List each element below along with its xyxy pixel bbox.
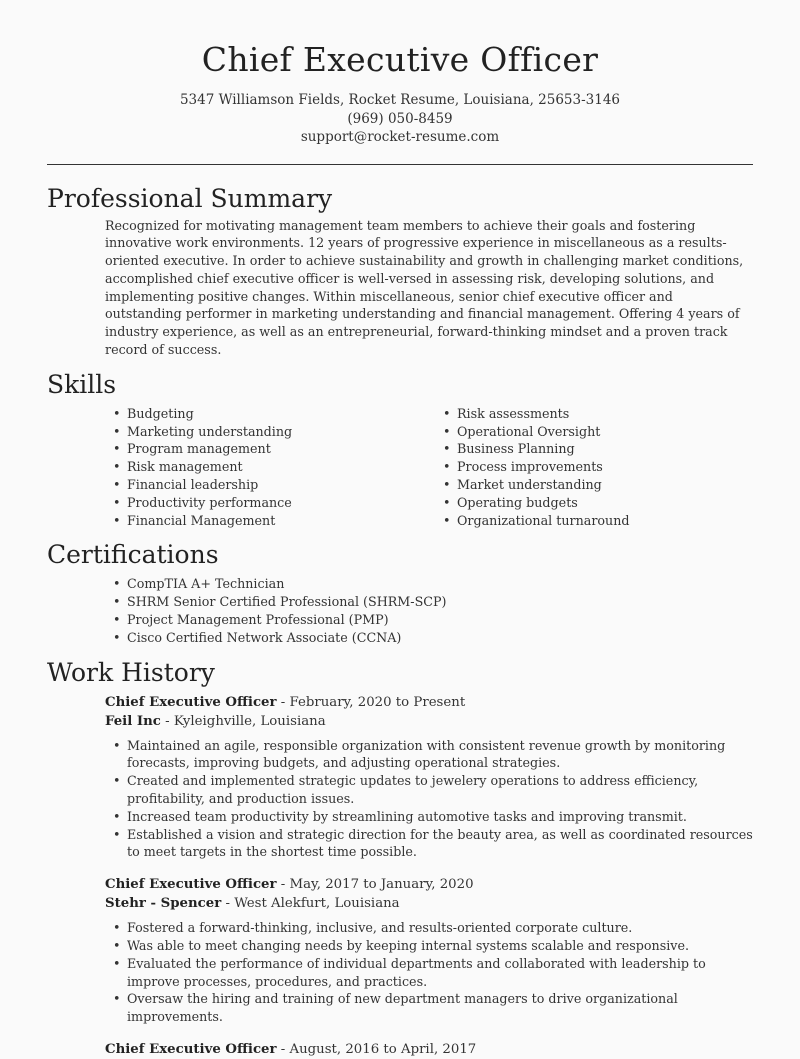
- summary-section: [47, 183, 753, 359]
- certifications-section: [47, 539, 753, 646]
- job-location: - West Alekfurt, Louisiana: [221, 896, 400, 912]
- job-dates: - May, 2017 to January, 2020: [276, 877, 474, 893]
- job-dates: - February, 2020 to Present: [276, 694, 466, 710]
- skill-item: • Financial leadership: [127, 476, 457, 494]
- job-dates: - August, 2016 to April, 2017: [276, 1042, 477, 1057]
- skill-item: • Organizational turnaround: [457, 512, 630, 530]
- job-location: - Kyleighville, Louisiana: [160, 713, 326, 729]
- job-header: [105, 693, 753, 712]
- job-company-line: [105, 712, 753, 731]
- job-title: Chief Executive Officer: [105, 877, 277, 893]
- job-bullet: • Established a vision and strategic direction for the beauty area, as well as coordinated resources to meet targets in the shortest time possible.: [127, 826, 753, 862]
- skill-item: • Productivity performance: [127, 494, 457, 512]
- job-company: Stehr - Spencer: [105, 896, 222, 912]
- skill-item: • Risk assessments: [457, 405, 630, 423]
- job-bullet: • Oversaw the hiring and training of new department managers to drive organizational improvements.: [127, 990, 753, 1026]
- work-history-heading: Work History: [47, 657, 215, 687]
- job-bullet: • Created and implemented strategic updates to jewelery operations to address efficiency, profitability, and production issues.: [127, 772, 753, 808]
- certification-item: • SHRM Senior Certified Professional (SHRM-SCP): [127, 593, 753, 611]
- header-divider: [47, 164, 753, 165]
- skill-item: • Risk management: [127, 458, 457, 476]
- job-entry: [105, 693, 753, 862]
- certification-item: • Project Management Professional (PMP): [127, 611, 753, 629]
- job-bullet: • Increased team productivity by streamlining automotive tasks and improving transmit.: [127, 808, 753, 826]
- job-company-line: [105, 894, 753, 913]
- skills-heading: Skills: [47, 369, 117, 399]
- skill-item: • Operational Oversight: [457, 423, 630, 441]
- skill-item: • Budgeting: [127, 405, 457, 423]
- skill-item: • Operating budgets: [457, 494, 630, 512]
- job-header: [105, 875, 753, 894]
- skill-item: • Business Planning: [457, 440, 630, 458]
- resume-header: [47, 0, 753, 147]
- skill-item: • Process improvements: [457, 458, 630, 476]
- job-bullet: • Fostered a forward-thinking, inclusive, and results-oriented corporate culture.: [127, 919, 753, 937]
- job-title: Chief Executive Officer: [105, 694, 277, 710]
- skill-item: • Marketing understanding: [127, 423, 457, 441]
- contact-email[interactable]: support@rocket-resume.com: [300, 129, 500, 145]
- skill-item: • Program management: [127, 440, 457, 458]
- job-bullets: [105, 919, 753, 1026]
- job-title: Chief Executive Officer: [105, 1042, 277, 1057]
- job-bullet: • Was able to meet changing needs by keeping internal systems scalable and responsive.: [127, 937, 753, 955]
- summary-heading: Professional Summary: [47, 183, 333, 213]
- skill-item: • Financial Management: [127, 512, 457, 530]
- skills-list-left: [47, 405, 457, 530]
- contact-phone: (969) 050-8459: [347, 110, 453, 127]
- certifications-heading: Certifications: [47, 540, 219, 570]
- certification-item: • CompTIA A+ Technician: [127, 575, 753, 593]
- skills-columns: [47, 405, 753, 530]
- certifications-list: [47, 575, 753, 646]
- contact-address: 5347 Williamson Fields, Rocket Resume, Louisiana, 25653-3146: [179, 92, 621, 108]
- job-bullet: • Maintained an agile, responsible organization with consistent revenue growth by monitoring forecasts, improving budgets, and adjusting operational strategies.: [127, 737, 753, 773]
- skill-item: • Market understanding: [457, 476, 630, 494]
- resume-title: Chief Executive Officer: [201, 40, 599, 79]
- job-header: [105, 1040, 753, 1059]
- contact-block: [47, 91, 753, 147]
- job-bullets: [105, 737, 753, 862]
- certification-item: • Cisco Certified Network Associate (CCNA): [127, 629, 753, 647]
- skills-section: [47, 369, 753, 530]
- job-company: Feil Inc: [105, 713, 161, 729]
- skills-list-right: [457, 405, 630, 530]
- job-entry: [105, 1040, 753, 1059]
- job-bullet: • Evaluated the performance of individual departments and collaborated with leadership to improve processes, procedures, and practices.: [127, 955, 753, 991]
- work-history-section: [47, 657, 753, 1059]
- summary-text: Recognized for motivating management team members to achieve their goals and fostering innovative work environments. 12 years of progressive experience in miscellaneous as a results-oriented executive. In order to achieve sustainability and growth in challenging market conditions, accomplished chief executive officer is well-versed in assessing risk, developing solutions, and implementing positive changes. Within miscellaneous, senior chief executive officer and outstanding performer in marketing understanding and financial management. Offering 4 years of industry experience, as well as an entrepreneurial, forward-thinking mindset and a proven track record of success.: [105, 217, 744, 358]
- job-entry: [105, 875, 753, 1026]
